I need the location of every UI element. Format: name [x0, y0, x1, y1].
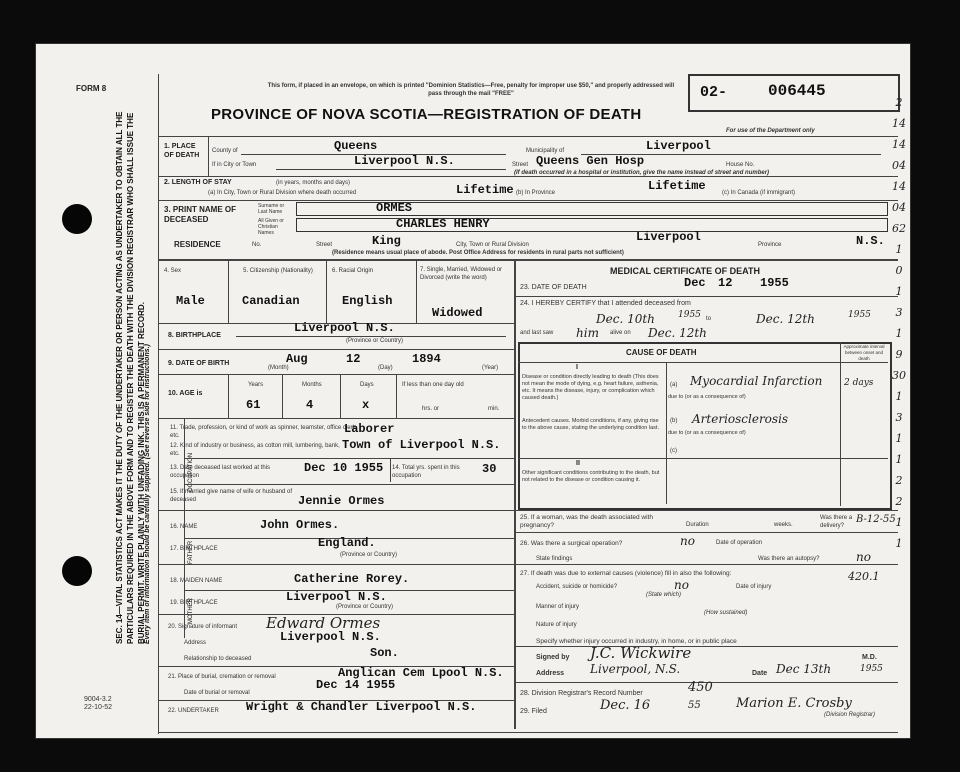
sex-label: 4. Sex — [164, 268, 182, 274]
margin-codes — [892, 92, 906, 554]
industry-value: Town of Liverpool N.S. — [342, 438, 501, 452]
doc-address-label: Address — [536, 670, 565, 677]
margin-code: 1 — [895, 537, 903, 550]
cause-a-label: (a) — [670, 382, 678, 388]
place-of-death-label: 1. PLACE OF DEATH — [164, 143, 200, 159]
mother-birthplace-sub: (Province or Country) — [336, 604, 394, 610]
punch-hole-bottom — [62, 556, 92, 586]
mother-birthplace-label: 19. BIRTHPLACE — [170, 600, 218, 606]
residence-province-label: Province — [758, 242, 782, 248]
name-label: 3. PRINT NAME OF DECEASED — [164, 205, 237, 224]
antecedent-desc: Antecedent causes. Morbid conditions, if any, giving rise to the above cause, stating the underlying condition last. — [522, 418, 659, 431]
city-label: If in City or Town — [212, 162, 257, 168]
external-label: 27. If death was due to external causes (violence) fill in also the following: — [520, 570, 732, 577]
cause-b-label: (b) — [670, 418, 678, 424]
given-label: All Given or Christian Names — [258, 218, 284, 236]
filed-value: Dec. 16 — [600, 698, 651, 713]
delivery-note: B-12-55 — [856, 514, 896, 525]
spouse-label: 15. If married give name of wife or husband of deceased — [170, 489, 293, 503]
residence-no-label: No. — [252, 242, 262, 248]
residence-note: (Residence means usual place of abode. Post Office Address for residents in rural parts not sufficient) — [332, 250, 624, 256]
margin-code: 9 — [895, 348, 903, 361]
cause-c-label: (c) — [670, 448, 677, 454]
death-date-label: 23. DATE OF DEATH — [520, 284, 587, 291]
last-worked-value: Dec 10 1955 — [304, 461, 384, 475]
injury-date-label: Date of injury — [736, 584, 772, 590]
surgery-value: no — [680, 534, 695, 548]
place-note: (If death occurred in a hospital or institution, give the name instead of street and number) — [514, 170, 770, 176]
father-birthplace-sub: (Province or Country) — [340, 552, 398, 558]
margin-code: 14 — [892, 138, 906, 151]
manner-label: Manner of injury — [536, 604, 580, 610]
mother-name-label: 18. MAIDEN NAME — [170, 578, 223, 584]
given-name-boxes — [296, 218, 888, 232]
accident-label: Accident, suicide or homicide? — [536, 584, 618, 590]
county-value: Queens — [334, 139, 378, 153]
punch-hole-top — [62, 204, 92, 234]
months-label: Months — [302, 382, 322, 388]
external-code: 420.1 — [848, 570, 880, 583]
surgery-label: 26. Was there a surgical operation? — [520, 540, 623, 547]
cert-date-value: Dec 13th — [776, 662, 832, 676]
stay-b-label: (b) In Province — [516, 190, 556, 196]
margin-code: 3 — [895, 306, 903, 319]
racial-value: English — [342, 294, 393, 308]
mother-name-value: Catherine Rorey. — [294, 572, 410, 586]
record-number-value: 450 — [688, 680, 713, 695]
date-op-label: Date of operation — [716, 540, 763, 546]
nature-label: Nature of injury — [536, 622, 577, 628]
birthplace-value: Liverpool N.S. — [294, 321, 395, 335]
margin-code: 1 — [895, 327, 903, 340]
margin-code: 0 — [895, 264, 903, 277]
father-birthplace-value: England. — [318, 536, 376, 550]
cause-I-label: I — [576, 364, 578, 371]
margin-code: 1 — [895, 516, 903, 529]
father-name-label: 16. NAME — [170, 524, 198, 530]
margin-code: 1 — [895, 390, 903, 403]
margin-code: 14 — [892, 180, 906, 193]
total-years-label: 14. Total yrs. spent in this occupation — [392, 465, 460, 479]
death-registration-form — [36, 44, 910, 738]
informant-address-label: Address — [184, 640, 207, 646]
months-value: 4 — [306, 398, 314, 412]
min-label: min. — [488, 406, 500, 412]
occupation-section-label: OCCUPATION — [188, 452, 194, 492]
margin-code: 62 — [892, 222, 906, 235]
informant-address-value: Liverpool N.S. — [280, 630, 381, 644]
father-birthplace-label: 17. BIRTHPLACE — [170, 546, 218, 552]
hrs-label: hrs. or — [422, 406, 440, 412]
mother-birthplace-value: Liverpool N.S. — [286, 590, 387, 604]
residence-city-value: Liverpool — [636, 230, 701, 244]
margin-code: 2 — [895, 474, 903, 487]
municipality-value: Liverpool — [646, 139, 711, 153]
cause-II-desc: Other significant conditions contributing to the death, but not related to the disease or condition causing it. — [522, 470, 660, 483]
death-date-day: 12 — [718, 276, 733, 290]
medical-header: MEDICAL CERTIFICATE OF DEATH — [610, 266, 760, 276]
form-number: FORM 8 — [76, 84, 107, 93]
racial-label: 6. Racial Origin — [332, 268, 374, 274]
margin-code: 04 — [892, 159, 906, 172]
weeks-label: weeks. — [774, 522, 793, 528]
trade-value: Laborer — [344, 422, 395, 436]
cert-year: 1955 — [860, 664, 883, 674]
informant-signature: Edward Ormes — [266, 614, 381, 632]
residence-city-label: City, Town or Rural Division — [456, 242, 529, 248]
dob-month: Aug — [286, 352, 308, 366]
autopsy-label: Was there an autopsy? — [758, 556, 820, 562]
stay-c-label: (c) In Canada (if immigrant) — [722, 190, 796, 196]
total-years-value: 30 — [482, 462, 497, 476]
delivery-label: Was there a delivery? — [820, 515, 853, 529]
burial-place-label: 21. Place of burial, cremation or removal — [168, 674, 276, 680]
marital-value: Widowed — [432, 306, 483, 320]
residence-label: RESIDENCE — [174, 240, 221, 249]
state-findings-label: State findings — [536, 556, 573, 562]
dept-use-note: For use of the Department only — [726, 128, 815, 134]
side-statute-text: SEC. 14—VITAL STATISTICS ACT MAKES IT THE DUTY OF THE UNDERTAKER OR PERSON ACTING AS UNDERTAKER TO OBTAIN ALL THE PARTICULARS REQUIRED IN THE ABOVE FORM AND TO REGISTER THE DEATH WITH THE DIVISION REGISTRAR WHO SHALL ISSUE THE BURIAL PERMIT. WRITE PLAINLY WITH UNFADING INK. THIS IS A PERMANENT RECORD. — [115, 111, 146, 644]
birthplace-sub: (Province or Country) — [346, 338, 404, 344]
father-name-value: John Ormes. — [260, 518, 340, 532]
form-title: PROVINCE OF NOVA SCOTIA—REGISTRATION OF DEATH — [211, 106, 642, 123]
filed-label: 29. Filed — [520, 708, 547, 715]
birthplace-label: 8. BIRTHPLACE — [168, 332, 221, 339]
cause-a-value: Myocardial Infarction — [690, 374, 823, 388]
undertaker-label: 22. UNDERTAKER — [168, 708, 219, 714]
under-day-label: If less than one day old — [402, 382, 464, 388]
cause-I-desc: Disease or condition directly leading to death (This does not mean the mode of dying, e.g. heart failure, asthenia, etc. It means the disease, injury, or complication which caused death.) — [522, 374, 659, 401]
last-saw-label: and last saw — [520, 330, 554, 336]
registration-number-box — [688, 74, 900, 112]
cert-date-label: Date — [752, 670, 768, 677]
dob-month-label: (Month) — [268, 365, 289, 371]
days-value: x — [362, 398, 370, 412]
undertaker-value: Wright & Chandler Liverpool N.S. — [246, 700, 477, 714]
registrar-signature: Marion E. Crosby — [736, 696, 852, 711]
to-label: to — [706, 316, 712, 322]
reg-prefix: 02- — [700, 84, 728, 101]
md-label: M.D. — [862, 654, 877, 661]
cause-a-interval: 2 days — [844, 378, 874, 388]
pronoun: him — [576, 326, 599, 340]
margin-code: 1 — [895, 432, 903, 445]
citizenship-label: 5. Citizenship (Nationality) — [243, 268, 313, 274]
marital-label: 7. Single, Married, Widowed or Divorced (write the word) — [420, 267, 503, 281]
autopsy-value: no — [856, 550, 871, 564]
stay-a-value: Lifetime — [456, 183, 514, 197]
margin-code: 3 — [895, 411, 903, 424]
alive-label: alive on — [610, 330, 631, 336]
cause-header: CAUSE OF DEATH — [626, 348, 697, 357]
margin-code: 2 — [895, 495, 903, 508]
industry-label: 12. Kind of industry or business, as cotton mill, lumbering, bank, etc. — [170, 443, 340, 457]
margin-code: 1 — [895, 453, 903, 466]
burial-date-value: Dec 14 1955 — [316, 678, 396, 692]
attended-yr2: 1955 — [848, 310, 871, 320]
due-label-1: due to (or as a consequence of) — [668, 394, 746, 400]
doc-address-value: Liverpool, N.S. — [590, 662, 681, 676]
side-instruction-note: Every item of information should be carefully supplied. (See reverse side for instructions.) — [144, 344, 151, 644]
informant-sig-label: 20. Signature of informant — [168, 624, 238, 630]
reg-number: 006445 — [768, 82, 826, 100]
accident-value: no — [674, 578, 689, 592]
pregnancy-label: 25. If a woman, was the death associated with pregnancy? — [520, 514, 653, 529]
cause-b-value: Arteriosclerosis — [692, 412, 789, 426]
length-of-stay-sub: (in years, months and days) — [276, 180, 351, 186]
city-value: Liverpool N.S. — [354, 154, 455, 168]
attended-from: Dec. 10th — [596, 312, 655, 326]
surname-label: Surname or Last Name — [258, 203, 285, 215]
registrar-sig-sub: (Division Registrar) — [824, 712, 876, 718]
postal-note: This form, if placed in an envelope, on which is printed "Dominion Statistics—Free, penalty for improper use $50," and properly addressed will pass through the mail "FREE" — [267, 83, 675, 97]
where-label: Specify whether injury occurred in industry, in home, or in public place — [536, 638, 737, 645]
sex-value: Male — [176, 294, 205, 308]
street-value: Queens Gen Hosp — [536, 154, 645, 168]
state-which-label: (State which) — [646, 592, 682, 598]
years-value: 61 — [246, 398, 261, 412]
given-value: CHARLES HENRY — [396, 217, 490, 231]
interval-header: Approximate interval between onset and death — [843, 344, 885, 361]
death-date-year: 1955 — [760, 276, 789, 290]
record-number-label: 28. Division Registrar's Record Number — [520, 690, 643, 697]
citizenship-value: Canadian — [242, 294, 300, 308]
dob-day: 12 — [346, 352, 361, 366]
father-section-label: FATHER — [188, 540, 194, 564]
residence-street-label: Street — [316, 242, 333, 248]
days-label: Days — [360, 382, 374, 388]
how-label: (How sustained) — [704, 610, 748, 616]
age-label: 10. AGE is — [168, 390, 203, 397]
residence-province-value: N.S. — [856, 234, 885, 248]
death-date-month: Dec — [684, 276, 706, 290]
residence-street-value: King — [372, 234, 401, 248]
last-worked-label: 13. Date deceased last worked at this occupation — [170, 465, 271, 479]
dob-year: 1894 — [412, 352, 441, 366]
margin-code: 14 — [892, 117, 906, 130]
mother-section-label: MOTHER — [188, 598, 194, 624]
due-label-2: due to (or as a consequence of) — [668, 430, 746, 436]
cause-II-label: II — [576, 460, 580, 467]
margin-code: 1 — [895, 285, 903, 298]
years-label: Years — [248, 382, 264, 388]
county-label: County of — [212, 148, 238, 154]
margin-code: 04 — [892, 201, 906, 214]
spouse-value: Jennie Ormes — [298, 494, 385, 508]
filed-year: 55 — [688, 700, 701, 711]
stay-a-label: (a) In City, Town or Rural Division where death occurred — [208, 190, 357, 196]
length-of-stay-label: 2. LENGTH OF STAY — [164, 179, 232, 186]
burial-place-value: Anglican Cem Lpool N.S. — [338, 666, 504, 680]
informant-rel-label: Relationship to deceased — [184, 656, 252, 662]
certify-label: 24. I HEREBY CERTIFY that I attended deceased from — [520, 300, 691, 307]
margin-code: 30 — [892, 369, 906, 382]
margin-code: 2 — [895, 96, 903, 109]
stay-b-value: Lifetime — [648, 179, 706, 193]
signed-label: Signed by — [536, 654, 570, 661]
attended-yr1: 1955 — [678, 310, 701, 320]
physician-signature: J.C. Wickwire — [590, 644, 692, 662]
dob-day-label: (Day) — [378, 365, 393, 371]
duration-label: Duration — [686, 522, 709, 528]
surname-value: ORMES — [376, 201, 413, 215]
trade-label: 11. Trade, profession, or kind of work as spinner, teamster, office clerk, etc. — [170, 425, 358, 439]
dob-label: 9. DATE OF BIRTH — [168, 360, 230, 367]
margin-code: 1 — [895, 243, 903, 256]
informant-rel-value: Son. — [370, 646, 399, 660]
burial-date-label: Date of burial or removal — [184, 690, 250, 696]
last-saw-value: Dec. 12th — [648, 326, 707, 340]
municipality-label: Municipality of — [526, 148, 565, 154]
street-label: Street — [512, 162, 529, 168]
print-code: 9004-3.2 22-10-52 — [84, 696, 113, 711]
house-label: House No. — [726, 162, 755, 168]
attended-to: Dec. 12th — [756, 312, 815, 326]
dob-year-label: (Year) — [482, 365, 499, 371]
